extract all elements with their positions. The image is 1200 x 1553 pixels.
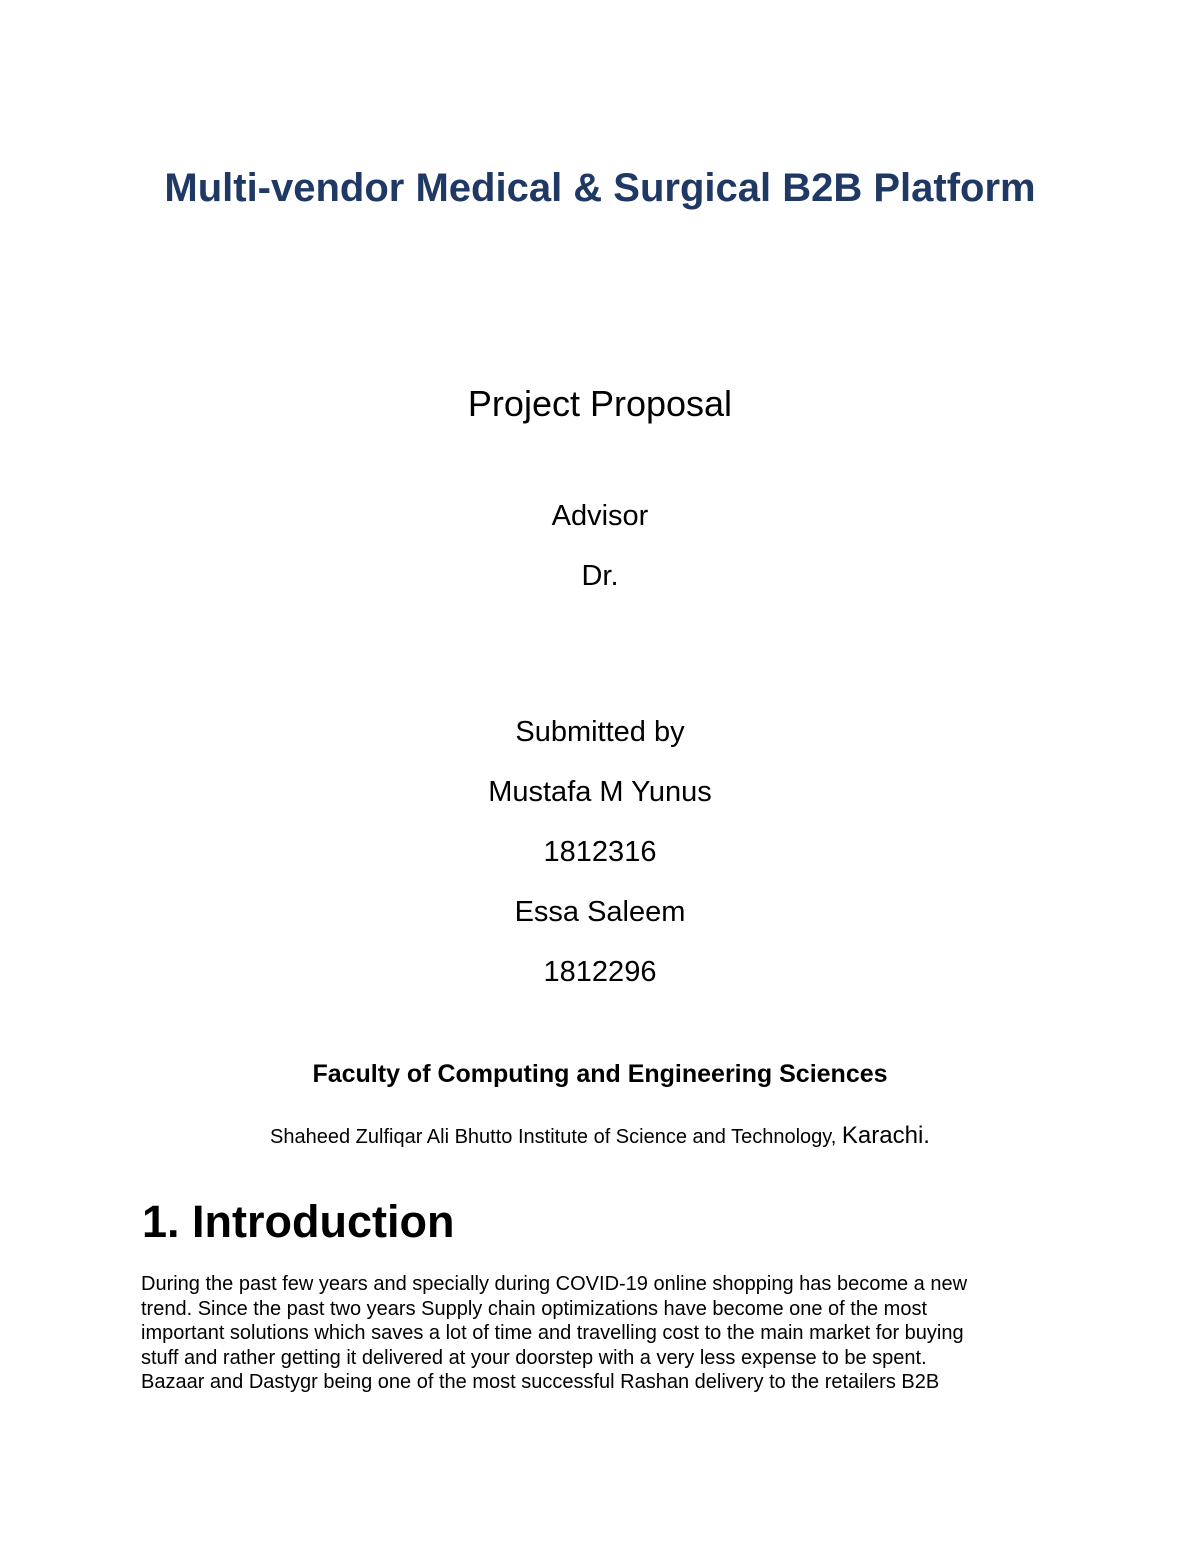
paragraph-line: During the past few years and specially during COVID-19 online shopping has become a new xyxy=(141,1273,968,1295)
faculty-name: Faculty of Computing and Engineering Sciences xyxy=(312,1060,888,1088)
member-name: Essa Saleem xyxy=(514,896,686,928)
document-title: Multi-vendor Medical & Surgical B2B Platform xyxy=(164,166,1036,210)
member-name: Mustafa M Yunus xyxy=(488,776,712,808)
paragraph-line: stuff and rather getting it delivered at your doorstep with a very less expense to be spent. xyxy=(141,1346,927,1369)
section-heading: 1. Introduction xyxy=(142,1196,455,1247)
member-id: 1812296 xyxy=(543,956,657,988)
institute-name: Shaheed Zulfiqar Ali Bhutto Institute of Science and Technology, xyxy=(270,1126,837,1148)
document-subtitle: Project Proposal xyxy=(467,383,733,424)
institute-line xyxy=(0,1122,1200,1150)
paragraph-line: important solutions which saves a lot of time and travelling cost to the main market for buying xyxy=(141,1322,964,1345)
member-id: 1812316 xyxy=(543,836,657,868)
section-paragraph xyxy=(141,1272,1061,1395)
paragraph-line: trend. Since the past two years Supply chain optimizations have become one of the most xyxy=(141,1297,927,1320)
advisor-name: Dr. xyxy=(581,560,619,592)
advisor-label: Advisor xyxy=(551,500,649,532)
submitted-by-label: Submitted by xyxy=(515,716,685,748)
institute-city: Karachi. xyxy=(841,1122,930,1149)
paragraph-line: Bazaar and Dastygr being one of the most successful Rashan delivery to the retailers B2B xyxy=(141,1371,940,1394)
